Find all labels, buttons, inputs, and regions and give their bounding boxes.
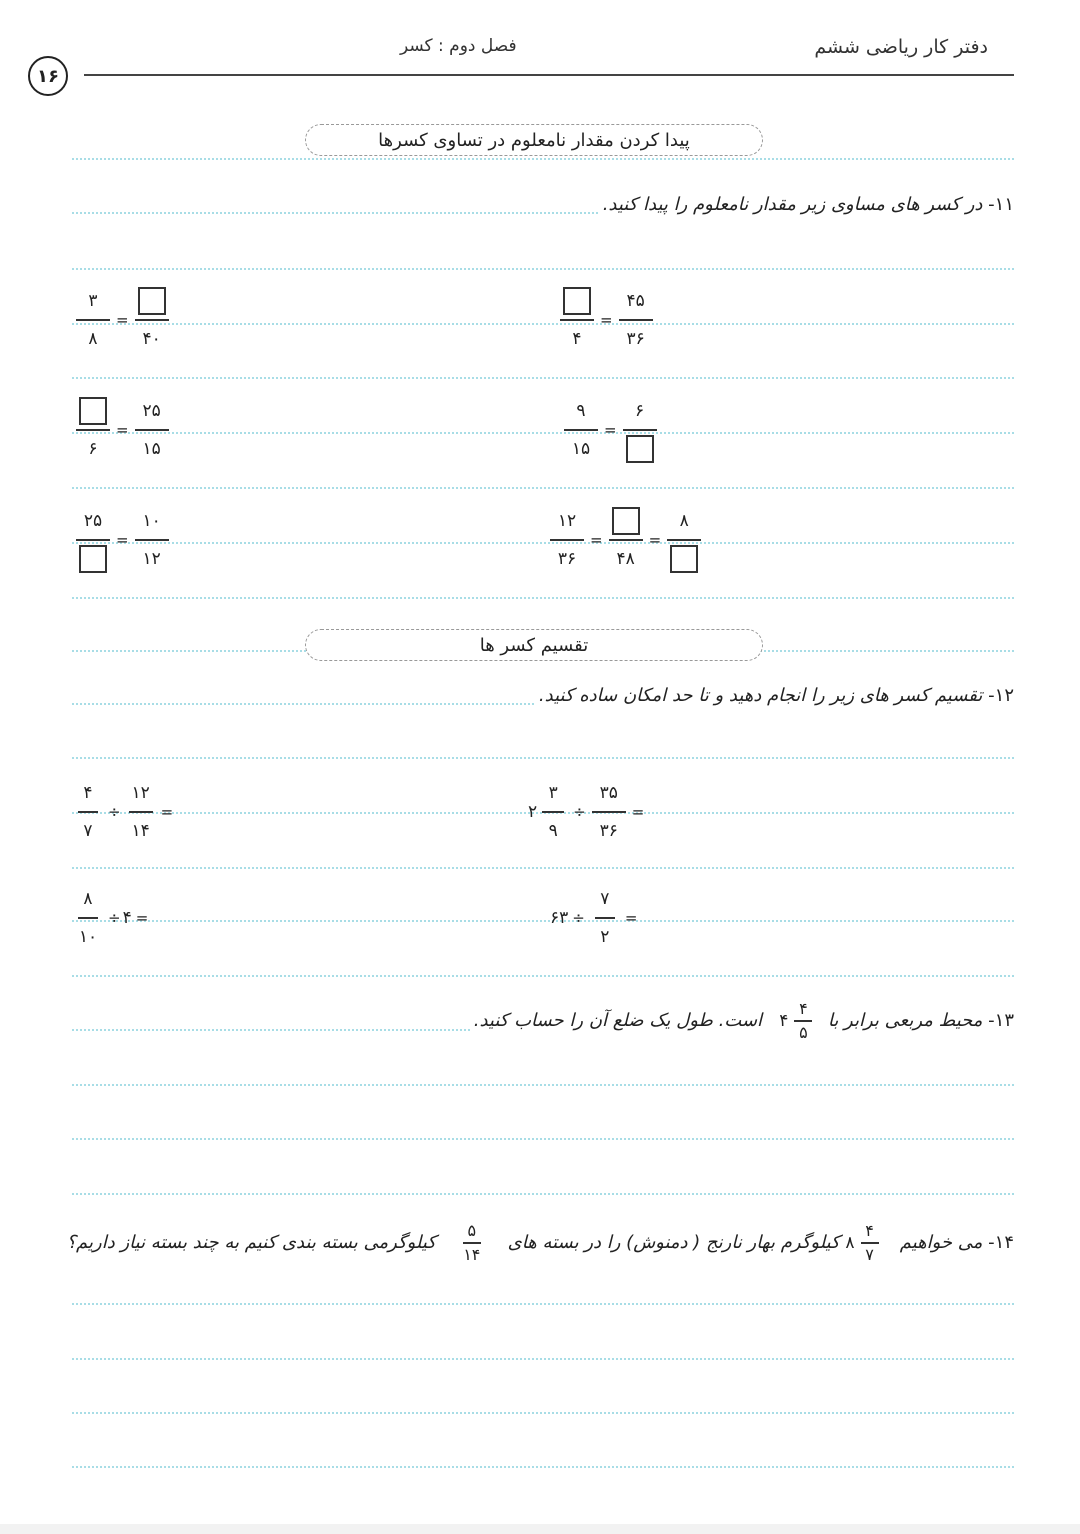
denominator: ۷ [83, 821, 93, 841]
denominator: ۹ [548, 821, 558, 841]
fraction-bar [550, 539, 584, 541]
rule-line [72, 867, 1014, 869]
section-title-dividing-fractions [305, 629, 763, 661]
denominator: ۱۵ [571, 439, 591, 459]
equals-sign: = [600, 311, 613, 329]
question-12 [535, 685, 1014, 706]
answer-box[interactable] [626, 435, 654, 463]
rule-line [72, 1466, 1014, 1468]
denominator: ۱۴ [131, 821, 150, 841]
fraction-bar [667, 539, 701, 541]
fraction-bar [78, 811, 98, 813]
equals-sign: = [604, 421, 617, 439]
answer-box[interactable] [563, 287, 591, 315]
rule-line [72, 1303, 1014, 1305]
equation-q11-5 [72, 506, 173, 574]
numerator-slot [138, 286, 166, 316]
question-number: ۱۳- [988, 1010, 1014, 1032]
fraction [550, 506, 584, 574]
numerator: ۳ [548, 783, 558, 803]
fraction [74, 884, 102, 952]
fraction [619, 286, 653, 354]
equals-sign: = [116, 421, 129, 439]
question-number: ۱۲- [988, 685, 1014, 706]
denominator: ۳۶ [557, 549, 577, 569]
section-title-unknown-value [305, 124, 763, 156]
fraction-bar [542, 811, 564, 813]
question-number: ۱۴- [988, 1232, 1014, 1254]
division-q12-3 [70, 884, 150, 952]
section-title-text: پیدا کردن مقدار نامعلوم در تساوی کسرها [378, 129, 690, 151]
section-title-text: تقسیم کسر ها [479, 634, 589, 656]
denominator: ۸ [88, 329, 98, 349]
numerator: ۲۵ [83, 511, 103, 531]
fraction [609, 506, 643, 574]
mixed-number [845, 1220, 882, 1266]
fraction [135, 506, 169, 574]
rule-line [72, 1193, 1014, 1195]
page-number-badge [28, 56, 68, 96]
numerator: ۶ [635, 401, 645, 421]
denominator: ۱۲ [142, 549, 161, 569]
fraction-bar [129, 811, 153, 813]
divide-sign: ÷ [108, 909, 121, 927]
rule-line [72, 1084, 1014, 1086]
equals-sign: = [135, 909, 149, 927]
chapter-title: فصل دوم : کسر [400, 36, 517, 56]
equation-q11-6 [546, 506, 705, 574]
division-q12-2 [528, 778, 646, 846]
answer-box[interactable] [79, 545, 107, 573]
rule-line [72, 268, 1014, 270]
numerator: ۸ [83, 889, 93, 909]
numerator: ۱۲ [557, 511, 577, 531]
denominator: ۲ [600, 927, 610, 947]
equals-sign: = [624, 909, 638, 927]
denominator: ۱۰ [78, 927, 98, 947]
fraction [592, 778, 626, 846]
fraction-bar [76, 539, 110, 541]
fraction-bar [609, 539, 643, 541]
denominator-slot [626, 434, 654, 464]
numerator-slot [79, 396, 107, 426]
denominator: ۷ [865, 1244, 874, 1264]
mixed-number [779, 998, 816, 1044]
equation-q11-2 [556, 286, 657, 354]
fraction [591, 884, 619, 952]
fraction [539, 778, 567, 846]
numerator-slot [612, 506, 640, 536]
fraction-bar [592, 811, 626, 813]
book-title: دفتر کار ریاضی ششم [814, 36, 988, 58]
integer: ۶۳ [550, 908, 569, 928]
fraction [861, 1220, 879, 1266]
fraction-bar [564, 429, 598, 431]
question-13 [470, 998, 1014, 1044]
denominator-slot [670, 544, 698, 574]
denominator: ۳۶ [626, 329, 645, 349]
divide-sign: ÷ [572, 909, 585, 927]
denominator: ۵ [799, 1022, 808, 1042]
divide-sign: ÷ [108, 803, 121, 821]
denominator: ۴۸ [616, 549, 635, 569]
fraction-bar [560, 319, 594, 321]
rule-line [72, 487, 1014, 489]
rule-line [72, 323, 1014, 325]
rule-line [72, 158, 1014, 160]
fraction [127, 778, 155, 846]
whole-number: ۴ [779, 1010, 789, 1031]
question-text: محیط مربعی برابر با [827, 1010, 983, 1032]
answer-box[interactable] [612, 507, 640, 535]
answer-box[interactable] [138, 287, 166, 315]
denominator: ۴۰ [142, 329, 161, 349]
equals-sign: = [116, 311, 129, 329]
answer-box[interactable] [79, 397, 107, 425]
rule-line [72, 1412, 1014, 1414]
page-bottom-edge [0, 1524, 1080, 1534]
denominator-slot [79, 544, 107, 574]
answer-box[interactable] [670, 545, 698, 573]
fraction [76, 286, 110, 354]
equals-sign: = [116, 531, 129, 549]
rule-line [72, 1138, 1014, 1140]
whole-number: ۸ [845, 1232, 855, 1253]
rule-line [72, 920, 1014, 922]
denominator: ۴ [572, 329, 582, 349]
numerator: ۵ [467, 1221, 477, 1240]
question-text: است. طول یک ضلع آن را حساب کنید. [473, 1010, 763, 1032]
equals-sign: = [648, 531, 662, 549]
division-q12-4 [550, 884, 639, 952]
numerator: ۴ [799, 999, 808, 1018]
fraction [463, 1220, 481, 1266]
rule-line [72, 432, 1014, 434]
rule-line [72, 975, 1014, 977]
numerator: ۳۵ [599, 783, 618, 803]
fraction-bar [76, 319, 110, 321]
equation-q11-4 [560, 396, 661, 464]
page-number: ۱۶ [37, 65, 59, 87]
fraction [667, 506, 701, 574]
numerator: ۲۵ [142, 401, 161, 421]
fraction-bar [76, 429, 110, 431]
fraction [560, 286, 594, 354]
rule-line [72, 542, 1014, 544]
denominator: ۱۴ [463, 1244, 481, 1264]
header-divider [84, 74, 1014, 76]
denominator: ۳۶ [599, 821, 618, 841]
equation-q11-1 [72, 286, 173, 354]
fraction-bar [619, 319, 653, 321]
fraction [76, 506, 110, 574]
numerator: ۴۵ [626, 291, 645, 311]
fraction [794, 998, 812, 1044]
question-number: ۱۱- [988, 194, 1014, 215]
fraction [74, 778, 102, 846]
question-text: می خواهیم [899, 1232, 983, 1254]
question-text: کیلوگرم بهار نارنج ( دمنوش) را در بسته های [507, 1232, 840, 1254]
whole-number: ۲ [528, 802, 538, 822]
numerator: ۱۲ [131, 783, 150, 803]
question-11 [599, 194, 1014, 215]
rule-line [72, 757, 1014, 759]
numerator: ۹ [576, 401, 586, 421]
numerator: ۴ [865, 1221, 874, 1240]
numerator: ۳ [88, 291, 98, 311]
numerator: ۷ [600, 889, 610, 909]
fraction-bar [595, 917, 615, 919]
fraction-bar [78, 917, 98, 919]
rule-line [72, 597, 1014, 599]
numerator: ۸ [679, 511, 689, 531]
equals-sign: = [160, 803, 174, 821]
fraction-bar [135, 429, 169, 431]
equals-sign: = [590, 531, 603, 549]
numerator-slot [563, 286, 591, 316]
denominator: ۱۵ [142, 439, 161, 459]
question-text: تقسیم کسر های زیر را انجام دهید و تا حد امکان ساده کنید. [538, 685, 983, 706]
fraction [76, 396, 110, 464]
denominator: ۶ [88, 439, 98, 459]
fraction [623, 396, 657, 464]
equation-q11-3 [72, 396, 173, 464]
numerator: ۱۰ [142, 511, 161, 531]
integer: ۴ [122, 908, 132, 928]
question-text: در کسر های مساوی زیر مقدار نامعلوم را پیدا کنید. [602, 194, 983, 215]
equals-sign: = [631, 803, 645, 821]
rule-line [72, 1358, 1014, 1360]
rule-line [72, 377, 1014, 379]
divide-sign: ÷ [573, 803, 586, 821]
fraction-bar [135, 539, 169, 541]
fraction-bar [623, 429, 657, 431]
fraction-bar [135, 319, 169, 321]
fraction [564, 396, 598, 464]
question-text: کیلوگرمی بسته بندی کنیم به چند بسته نیاز داریم؟ [66, 1232, 436, 1254]
division-q12-1 [70, 778, 175, 846]
numerator: ۴ [83, 783, 93, 803]
fraction [135, 286, 169, 354]
fraction [135, 396, 169, 464]
question-14 [62, 1220, 1014, 1266]
